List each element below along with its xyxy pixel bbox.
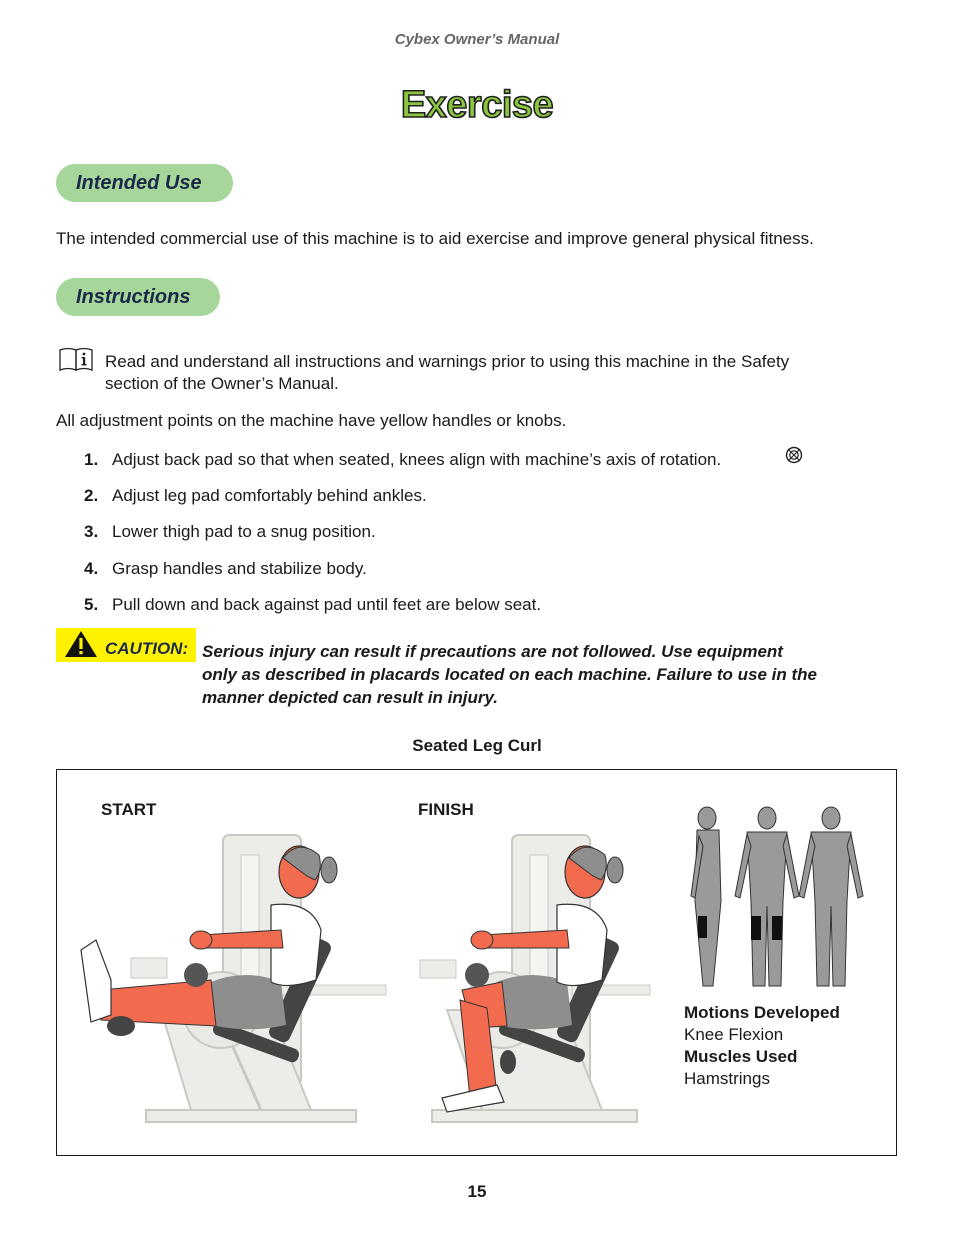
step-3 <box>84 521 376 543</box>
caution-line-1: Serious injury can result if precautions are not followed. Use equipment <box>202 642 783 661</box>
muscle-anatomy-figures <box>685 806 870 998</box>
rotation-axis-icon <box>785 446 803 464</box>
step-number: 2. <box>84 486 99 505</box>
start-position-illustration <box>71 830 391 1130</box>
finish-label: FINISH <box>418 800 474 819</box>
muscle-info <box>684 1002 840 1090</box>
page-title: Exercise <box>400 84 554 126</box>
manual-book-icon <box>58 346 96 372</box>
muscles-used-heading: Muscles Used <box>684 1047 798 1066</box>
step-text: Adjust back pad so that when seated, knees align with machine’s axis of rotation. <box>112 450 722 469</box>
caution-text <box>202 640 902 709</box>
step-number: 5. <box>84 595 99 614</box>
muscles-used-value: Hamstrings <box>684 1069 770 1088</box>
caution-box <box>56 628 196 662</box>
step-1 <box>84 449 721 471</box>
page-number: 15 <box>467 1182 487 1201</box>
step-5 <box>84 594 541 616</box>
step-number: 1. <box>84 450 99 469</box>
step-text: Grasp handles and stabilize body. <box>112 559 367 578</box>
manual-note-line-2: section of the Owner’s Manual. <box>105 374 339 393</box>
motions-developed-heading: Motions Developed <box>684 1003 840 1022</box>
step-text: Adjust leg pad comfortably behind ankles. <box>112 486 427 505</box>
finish-position-illustration <box>412 830 652 1130</box>
adjustment-note: All adjustment points on the machine have yellow handles or knobs. <box>56 411 567 430</box>
step-text: Pull down and back against pad until feet are below seat. <box>112 595 542 614</box>
motions-developed-value: Knee Flexion <box>684 1025 784 1044</box>
warning-triangle-icon <box>64 630 98 658</box>
step-number: 4. <box>84 559 99 578</box>
instructions-heading: Instructions <box>56 278 220 316</box>
step-4 <box>84 558 367 580</box>
figure-caption: Seated Leg Curl <box>412 736 542 755</box>
manual-note-line-1: Read and understand all instructions and warnings prior to using this machine in the Safety <box>105 352 790 371</box>
caution-label: CAUTION: <box>105 639 189 658</box>
intended-use-text: The intended commercial use of this machine is to aid exercise and improve general physical fitness. <box>56 229 814 248</box>
start-label: START <box>101 800 157 819</box>
running-header: Cybex Owner’s Manual <box>394 31 560 48</box>
step-number: 3. <box>84 522 99 541</box>
caution-line-2: only as described in placards located on each machine. Failure to use in the <box>202 665 818 684</box>
caution-line-3: manner depicted can result in injury. <box>202 688 498 707</box>
intended-use-heading: Intended Use <box>56 164 233 202</box>
exercise-figure <box>56 769 897 1156</box>
step-text: Lower thigh pad to a snug position. <box>112 522 376 541</box>
step-2 <box>84 485 427 507</box>
